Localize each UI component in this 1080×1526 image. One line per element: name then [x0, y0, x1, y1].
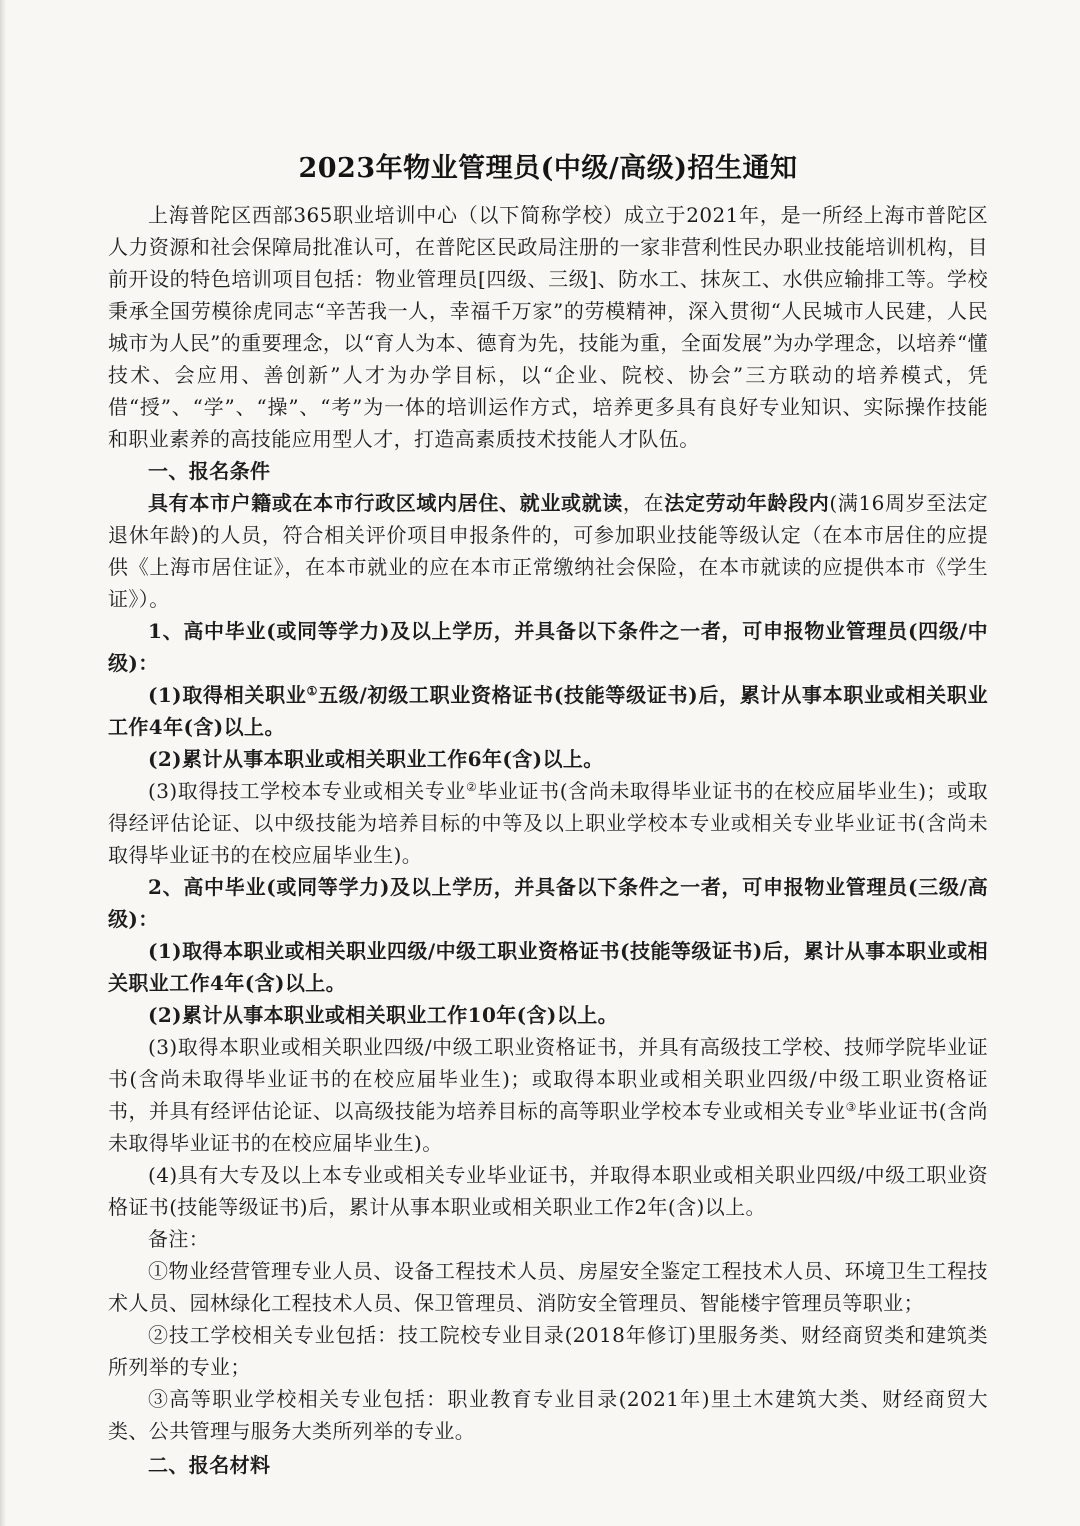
document-title: 2023年物业管理员(中级/高级)招生通知: [298, 153, 798, 184]
level3-item-3-part-a: (3)取得本职业或相关职业四级/中级工职业资格证书，并具有高级技工学校、技师学院毕业证书(含尚未取得毕业证书的在校应届毕业生)；或取得本职业或相关职业四级/中级工职业资格证书，并具有经评估论证、以高级技能为培养目标的高等职业学校本专业或相关专业: [108, 1035, 988, 1123]
level3-item-4: (4)具有大专及以上本专业或相关专业毕业证书，并取得本职业或相关职业四级/中级工职业资格证书(技能等级证书)后，累计从事本职业或相关职业工作2年(含)以上。: [108, 1163, 988, 1219]
eligibility-bold-age: 法定劳动年龄段内: [664, 491, 830, 515]
document-body: [108, 146, 988, 1481]
eligibility-bold-residence: 具有本市户籍或在本市行政区域内居住、就业或就读: [148, 491, 623, 515]
level3-item-1: (1)取得本职业或相关职业四级/中级工职业资格证书(技能等级证书)后，累计从事本职业或相关职业工作4年(含)以上。: [108, 939, 988, 995]
level4-title: 1、高中毕业(或同等学力)及以上学历，并具备以下条件之一者，可申报物业管理员(四级/中级)：: [108, 619, 988, 675]
level4-item-2: (2)累计从事本职业或相关职业工作6年(含)以上。: [148, 747, 604, 771]
eligibility-rest: (满16周岁至法定退休年龄)的人员，符合相关评价项目申报条件的，可参加职业技能等级认定（在本市居住的应提供《上海市居住证》，在本市就业的应在本市正常缴纳社会保险，在本市就读的应提供本市《学生证》）。: [108, 491, 988, 611]
notes-label: 备注：: [148, 1227, 210, 1251]
level4-item-3-part-b: 毕业证书(含尚未取得毕业证书的在校应届毕业生)；或取得经评估论证、以中级技能为培养目标的中等及以上职业学校本专业或相关专业毕业证书(含尚未取得毕业证书的在校应届毕业生)。: [108, 779, 988, 867]
section-2-heading: 二、报名材料: [148, 1453, 271, 1477]
level3-item-2: (2)累计从事本职业或相关职业工作10年(含)以上。: [148, 1003, 618, 1027]
footnote-ref-2: ②: [466, 780, 478, 794]
footnote-ref-1: ①: [306, 684, 319, 698]
level3-title: 2、高中毕业(或同等学力)及以上学历，并具备以下条件之一者，可申报物业管理员(三级/高级)：: [108, 875, 988, 931]
note-item: ③高等职业学校相关专业包括：职业教育专业目录(2021年)里土木建筑大类、财经商贸大类、公共管理与服务大类所列举的专业。: [108, 1387, 988, 1443]
section-1-heading: 一、报名条件: [148, 459, 271, 483]
scan-edge-shadow: [0, 0, 6, 1526]
eligibility-paragraph: [108, 487, 988, 615]
level4-item-1-part-b: 五级/初级工职业资格证书(技能等级证书)后，累计从事本职业或相关职业工作4年(含)以上。: [108, 683, 988, 739]
level4-item-1-part-a: (1)取得相关职业: [148, 683, 307, 707]
level3-item-3-part-b: 毕业证书(含尚未取得毕业证书的在校应届毕业生)。: [108, 1099, 988, 1155]
level4-item-3: [108, 775, 988, 871]
intro-paragraph: 上海普陀区西部365职业培训中心（以下简称学校）成立于2021年，是一所经上海市普陀区人力资源和社会保障局批准认可，在普陀区民政局注册的一家非营利性民办职业技能培训机构，目前开设的特色培训项目包括：物业管理员[四级、三级]、防水工、抹灰工、水供应输排工等。学校秉承全国劳模徐虎同志“辛苦我一人，幸福千万家”的劳模精神，深入贯彻“人民城市人民建，人民城市为人民”的重要理念，以“育人为本、德育为先，技能为重，全面发展”为办学理念，以培养“懂技术、会应用、善创新”人才为办学目标，以“企业、院校、协会”三方联动的培养模式，凭借“授”、“学”、“操”、“考”为一体的培训运作方式，培养更多具有良好专业知识、实际操作技能和职业素养的高技能应用型人才，打造高素质技术技能人才队伍。: [108, 203, 988, 451]
level4-item-1: [108, 679, 988, 743]
note-item: ②技工学校相关专业包括：技工院校专业目录(2018年修订)里服务类、财经商贸类和建筑类所列举的专业；: [108, 1323, 988, 1379]
level4-item-3-part-a: (3)取得技工学校本专业或相关专业: [148, 779, 467, 803]
eligibility-connector: ，在: [622, 491, 665, 515]
note-item: ①物业经营管理专业人员、设备工程技术人员、房屋安全鉴定工程技术人员、环境卫生工程技术人员、园林绿化工程技术人员、保卫管理员、消防安全管理员、智能楼宇管理员等职业；: [108, 1259, 988, 1315]
level3-item-3: [108, 1031, 988, 1159]
footnote-ref-3: ③: [845, 1100, 857, 1114]
